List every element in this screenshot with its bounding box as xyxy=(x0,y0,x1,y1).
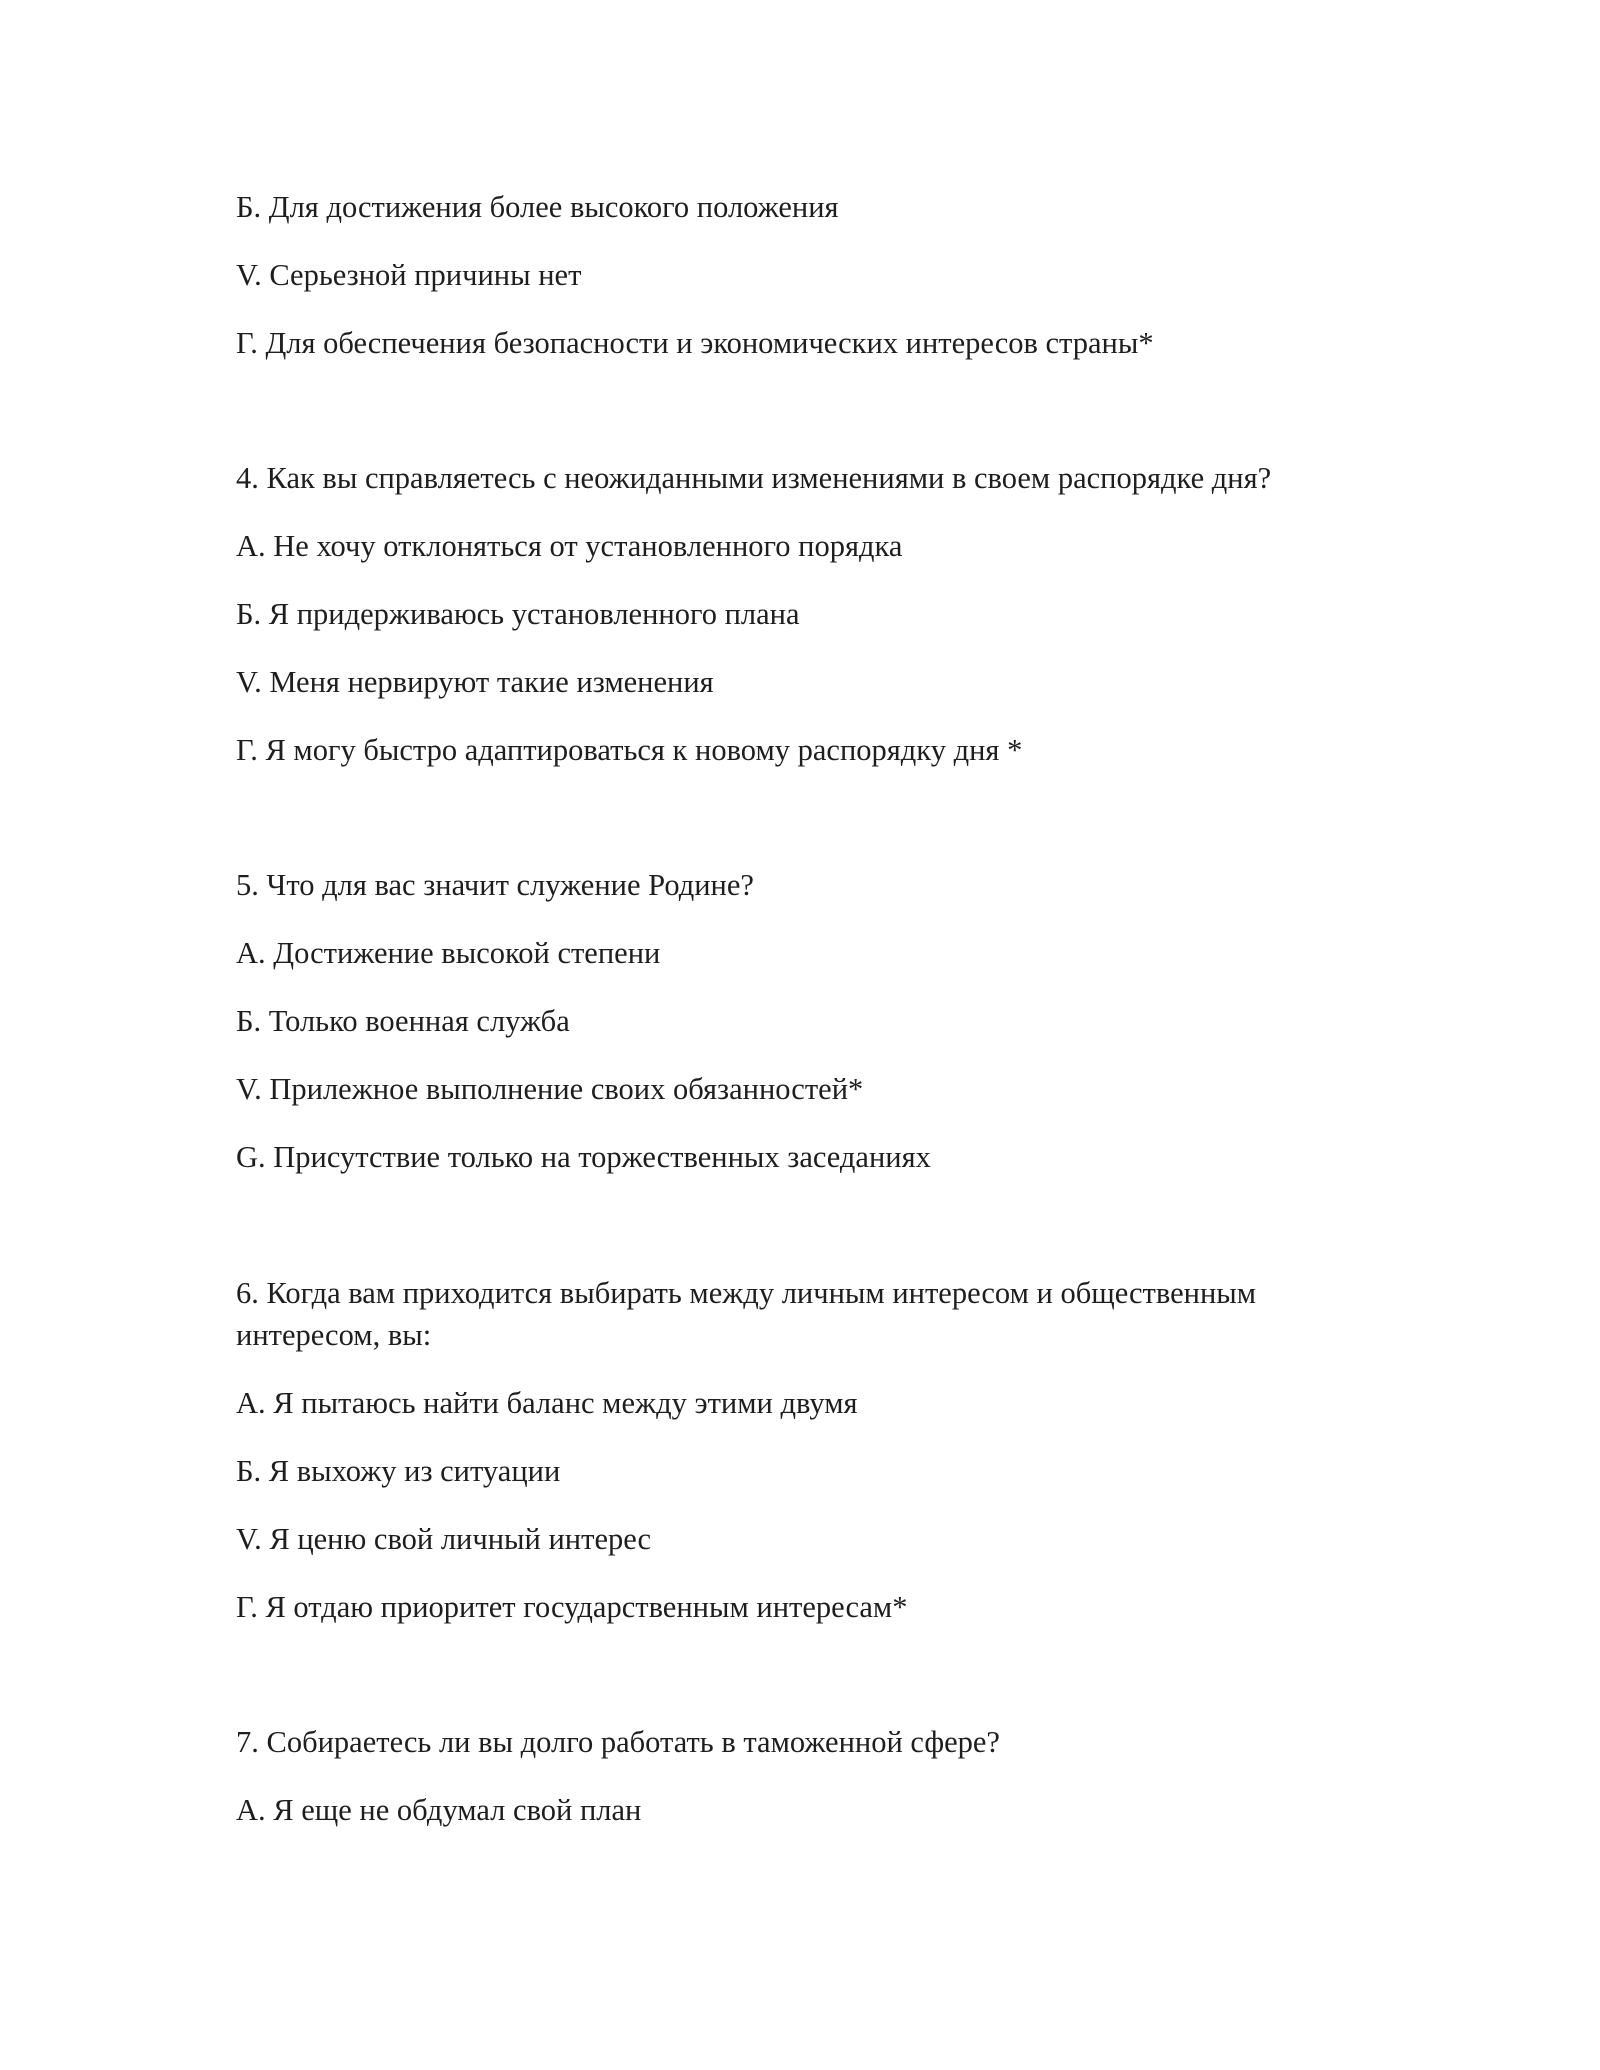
q6-question-line1: 6. Когда вам приходится выбирать между личным интересом и общественным xyxy=(236,1276,1257,1310)
q6-question-line2: интересом, вы: xyxy=(236,1318,432,1352)
q4-question: 4. Как вы справляетесь с неожиданными изменениями в своем распорядке дня? xyxy=(236,461,1272,495)
q4-option-a: А. Не хочу отклоняться от установленного порядка xyxy=(236,529,903,563)
q3-option-v: V. Серьезной причины нет xyxy=(236,258,582,292)
q3-option-b: Б. Для достижения более высокого положения xyxy=(236,190,839,224)
q4-option-v: V. Меня нервируют такие изменения xyxy=(236,665,714,699)
q6-option-g: Г. Я отдаю приоритет государственным интересам* xyxy=(236,1590,908,1624)
q5-option-b: Б. Только военная служба xyxy=(236,1004,570,1038)
q6-option-a: А. Я пытаюсь найти баланс между этими двумя xyxy=(236,1386,858,1420)
q5-option-g: G. Присутствие только на торжественных заседаниях xyxy=(236,1140,931,1174)
q5-question: 5. Что для вас значит служение Родине? xyxy=(236,868,754,902)
q3-option-g: Г. Для обеспечения безопасности и экономических интересов страны* xyxy=(236,326,1154,360)
q4-option-b: Б. Я придерживаюсь установленного плана xyxy=(236,597,800,631)
q5-option-a: А. Достижение высокой степени xyxy=(236,936,661,970)
q6-option-b: Б. Я выхожу из ситуации xyxy=(236,1454,561,1488)
q7-option-a: А. Я еще не обдумал свой план xyxy=(236,1793,642,1827)
q6-option-v: V. Я ценю свой личный интерес xyxy=(236,1522,652,1556)
q4-option-g: Г. Я могу быстро адаптироваться к новому распорядку дня * xyxy=(236,733,1023,767)
q5-option-v: V. Прилежное выполнение своих обязанностей* xyxy=(236,1072,864,1106)
q7-question: 7. Собираетесь ли вы долго работать в таможенной сфере? xyxy=(236,1725,1000,1759)
